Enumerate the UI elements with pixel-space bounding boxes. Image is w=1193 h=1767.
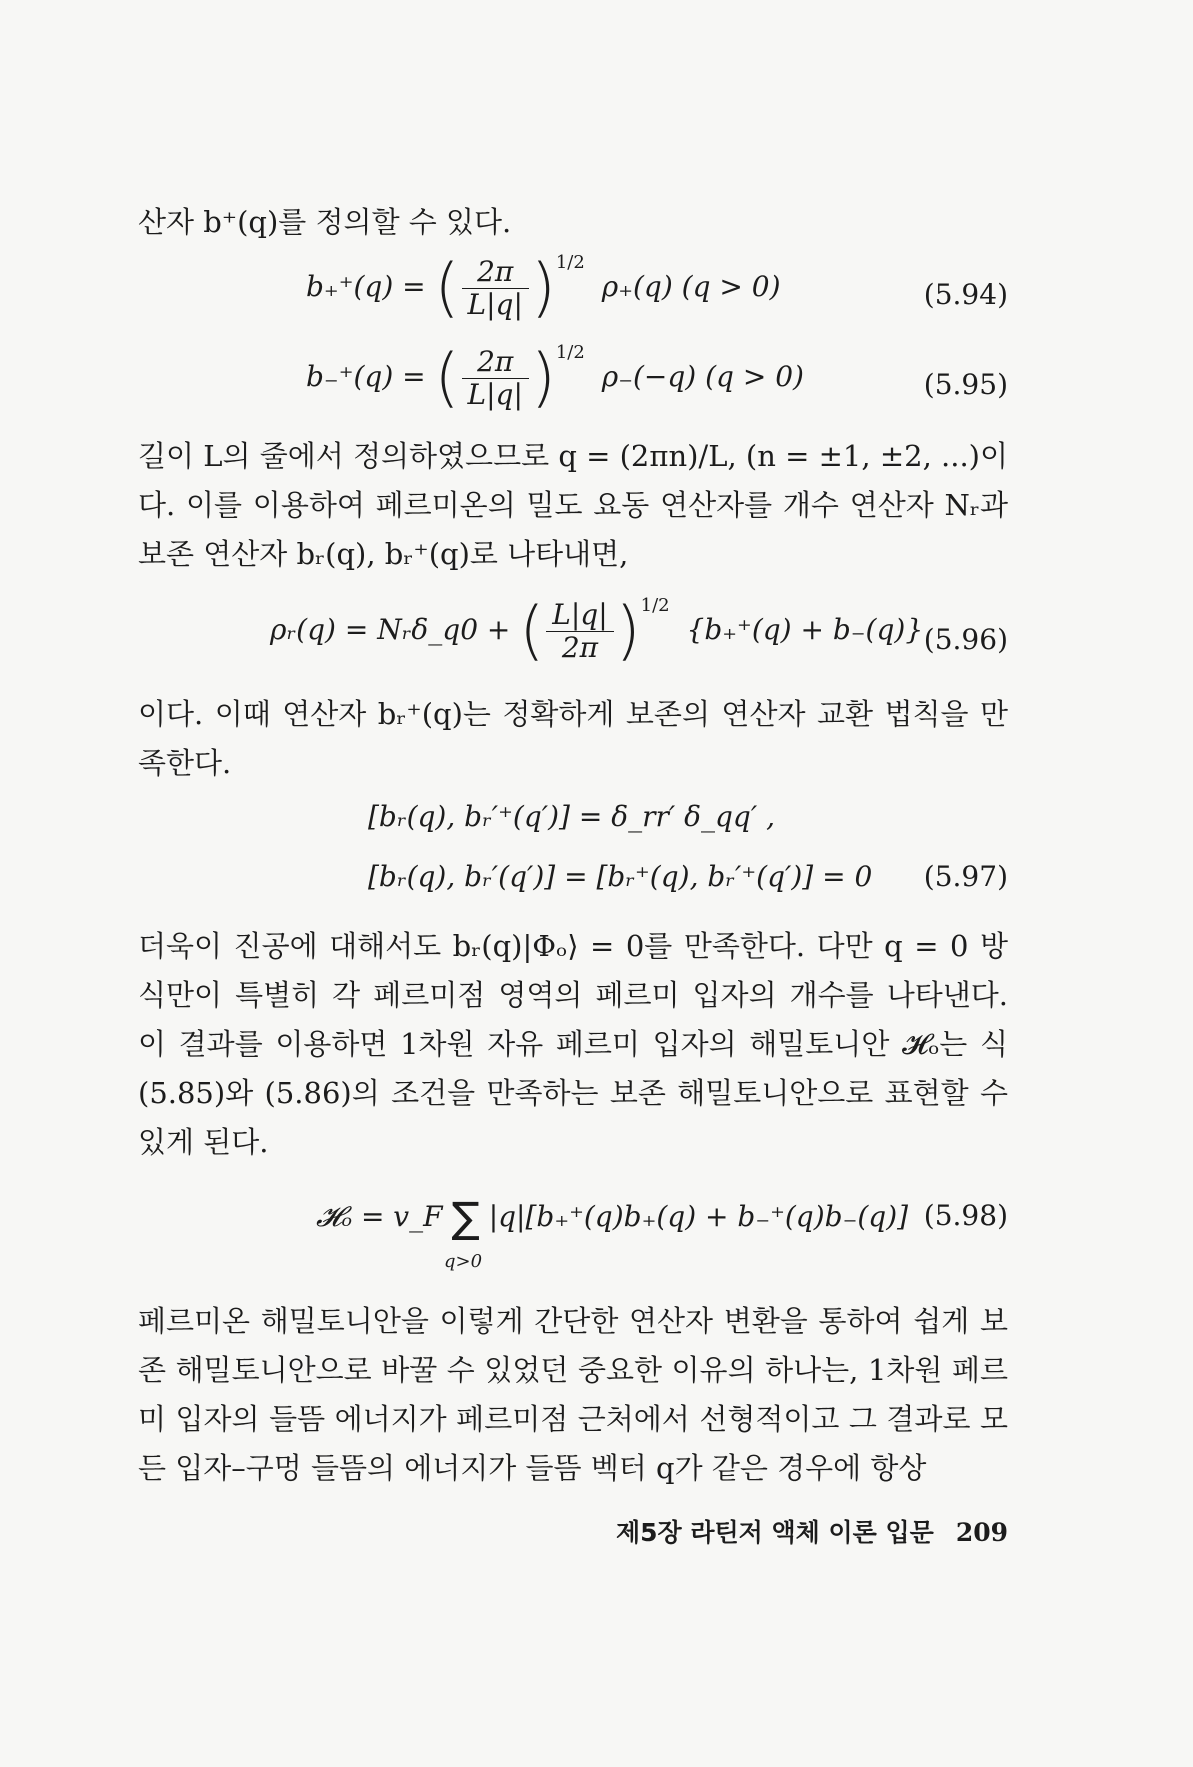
eq98-rhs: |q|[b₊⁺(q)b₊(q) + b₋⁺(q)b₋(q)] <box>488 1200 909 1233</box>
equation-5-98 <box>138 1185 1008 1285</box>
eq96-rhs: {b₊⁺(q) + b₋(q)} <box>686 613 924 646</box>
eq95-power: 1/2 <box>555 342 585 363</box>
eq94-rhs: ρ₊(q) (q > 0) <box>601 270 781 303</box>
equation-number: (5.96) <box>923 623 1008 656</box>
eq95-fraction: $\frac{2\pi}{L|q|}$ <box>462 346 529 411</box>
paragraph-conclusion: 페르미온 해밀토니안을 이렇게 간단한 연산자 변환을 통하여 쉽게 보존 해밀토니안으로 바꿀 수 있었던 중요한 이유의 하나는, 1차원 페르미 입자의 들뜸 에너지가 페르미점 근처에서 선형적이고 그 결과로 모든 입자–구멍 들뜸의 에너지가 들뜸 벡터 q가 같은 경우에 항상 <box>138 1304 1008 1485</box>
eq97-line1: [bᵣ(q), bᵣ′⁺(q′)] = δ_rr′ δ_qq′ , <box>368 800 775 833</box>
eq96-lhs: ρᵣ(q) = Nᵣδ_q0 + <box>270 613 511 646</box>
eq96-fraction: $\frac{L|q|}{2\pi}$ <box>546 599 613 664</box>
eq94-lhs: b₊⁺(q) = <box>306 270 426 303</box>
paragraph-commutation: 이다. 이때 연산자 bᵣ⁺(q)는 정확하게 보존의 연산자 교환 법칙을 만족한다. <box>138 697 1008 780</box>
eq96-power: 1/2 <box>640 595 670 616</box>
equation-number: (5.97) <box>923 860 1008 893</box>
summation-subscript: q>0 <box>444 1251 483 1272</box>
eq94-fraction: $\frac{2\pi}{L|q|}$ <box>462 256 529 321</box>
equation-5-97 <box>138 800 1008 920</box>
running-footer <box>616 1513 1008 1549</box>
eq95-rhs: ρ₋(−q) (q > 0) <box>601 360 804 393</box>
summation-symbol: ∑ <box>451 1193 480 1242</box>
eq95-lhs: b₋⁺(q) = <box>306 360 426 393</box>
chapter-title: 제5장 라틴저 액체 이론 입문 <box>615 1518 934 1547</box>
equation-5-96: ρᵣ(q) = Nᵣδ_q0 + ( $\frac{L|q|}{2\pi}$ )$^{1/2}$ {b₊⁺(q) + b₋(q)} (5.96) <box>270 594 1008 669</box>
paragraph-vacuum: 더욱이 진공에 대해서도 bᵣ(q)|Φₒ⟩ = 0를 만족한다. 다만 q = 0 방식만이 특별히 각 페르미점 영역의 페르미 입자의 개수를 나타낸다. 이 결과를 이용하면 1차원 자유 페르미 입자의 해밀토니안 𝓗ₒ는 식 (5.85)와 (5.86)의 조건을 만족하는 보존 해밀토니안으로 표현할 수 있게 된다. <box>138 929 1008 1159</box>
eq97-line2: [bᵣ(q), bᵣ′(q′)] = [bᵣ⁺(q), bᵣ′⁺(q′)] = 0 <box>368 860 873 893</box>
paragraph-density-operator: 길이 L의 줄에서 정의하였으므로 q = (2πn)/L, (n = ±1, ±2, ...)이다. 이를 이용하여 페르미온의 밀도 요동 연산자를 개수 연산자 Nᵣ과 보존 연산자 bᵣ(q), bᵣ⁺(q)로 나타내면, <box>138 439 1008 571</box>
eq98-lhs: 𝓗ₒ = v_F <box>316 1200 443 1233</box>
paragraph-intro: 산자 b⁺(q)를 정의할 수 있다. <box>138 205 512 239</box>
equation-number: (5.98) <box>923 1199 1008 1232</box>
equation-5-94: b₊⁺(q) = ( $\frac{2\pi}{L|q|}$ )$^{1/2}$ ρ₊(q) (q > 0) (5.94) <box>306 251 1008 326</box>
equation-number: (5.95) <box>923 368 1008 401</box>
page-number: 209 <box>955 1518 1008 1547</box>
equation-5-95: b₋⁺(q) = ( $\frac{2\pi}{L|q|}$ )$^{1/2}$ ρ₋(−q) (q > 0) (5.95) <box>306 341 1008 416</box>
eq94-power: 1/2 <box>555 252 585 273</box>
equation-number: (5.94) <box>923 278 1008 311</box>
